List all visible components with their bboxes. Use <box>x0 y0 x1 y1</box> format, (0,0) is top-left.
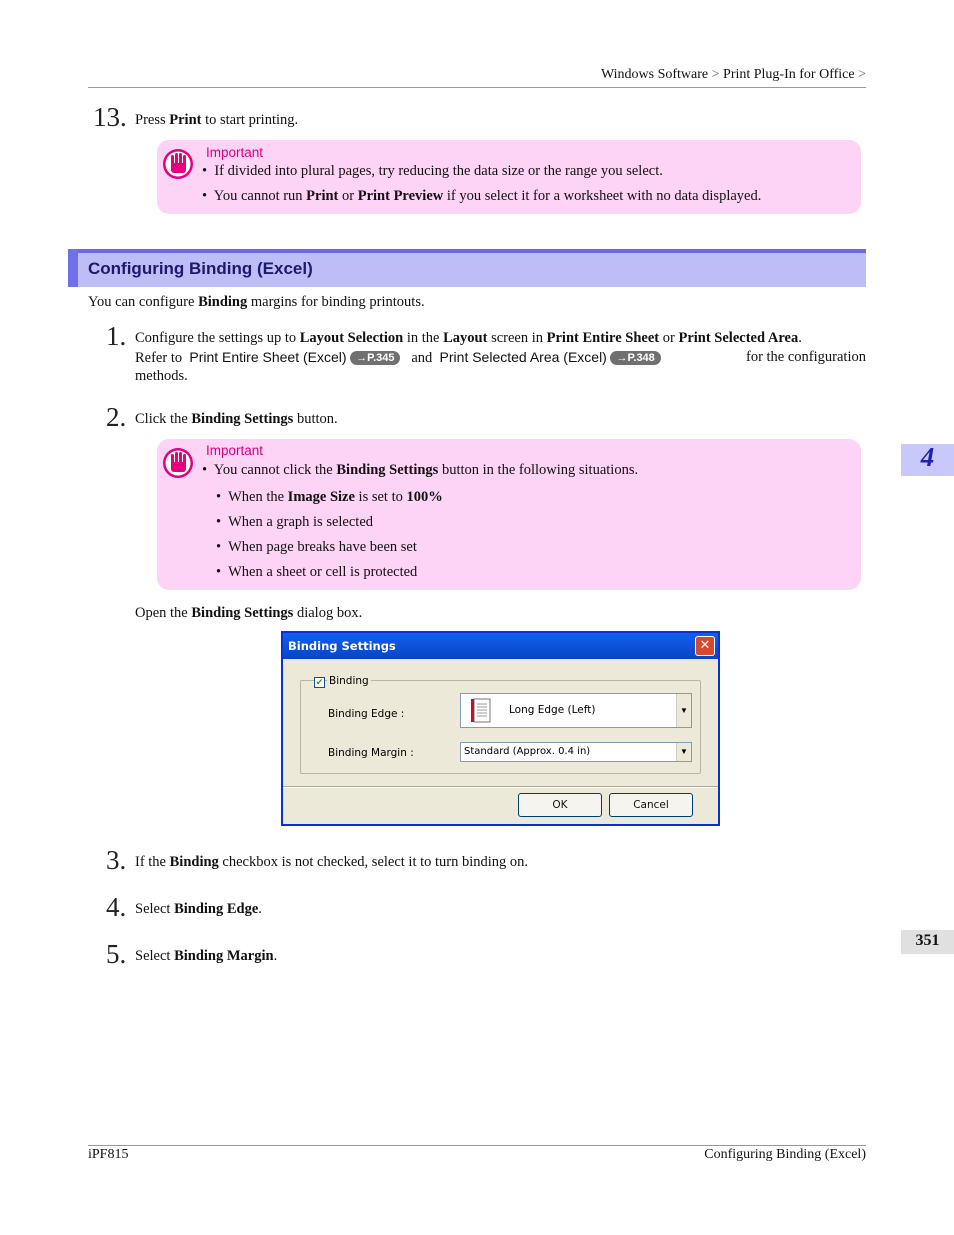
dialog-title: Binding Settings <box>288 639 396 653</box>
binding-settings-dialog <box>281 631 720 826</box>
important-title: Important <box>206 145 264 160</box>
step-3-text: If the Binding checkbox is not checked, select it to turn binding on. <box>135 854 529 870</box>
binding-edge-value: Long Edge (Left) <box>509 704 596 716</box>
breadcrumb-separator: > <box>858 67 866 82</box>
footer-divider <box>88 1145 866 1146</box>
step-1-text-end: methods. <box>135 368 188 384</box>
chevron-down-icon[interactable]: ▼ <box>676 694 691 727</box>
binding-margin-value: Standard (Approx. 0.4 in) <box>464 746 591 757</box>
important-bullet: • You cannot run Print or Print Preview if you select it for a worksheet with no data displayed. <box>202 188 762 204</box>
important-note-1 <box>157 140 861 214</box>
step-2-text: Click the Binding Settings button. <box>135 411 338 427</box>
section-heading-accent <box>68 249 78 287</box>
stop-hand-icon <box>162 446 194 480</box>
page-ref-badge[interactable]: →P.345 <box>350 351 400 365</box>
step-1-reference-line: Refer to Print Entire Sheet (Excel) →P.345 and Print Selected Area (Excel) →P.348 <box>135 349 661 367</box>
important-sub-bullet: • When page breaks have been set <box>216 539 417 555</box>
chevron-down-icon[interactable]: ▼ <box>676 743 691 761</box>
step-5-text: Select Binding Margin. <box>135 948 278 964</box>
step-number-13: 13. <box>93 102 127 132</box>
dialog-divider <box>283 787 718 788</box>
binding-checkbox[interactable] <box>314 677 325 688</box>
breadcrumb-item-windows-software[interactable]: Windows Software <box>600 67 709 82</box>
header-divider <box>88 87 866 88</box>
page-number: 351 <box>915 932 940 949</box>
important-note-2 <box>157 439 861 590</box>
important-sub-bullet: • When a graph is selected <box>216 514 374 530</box>
dialog-titlebar[interactable] <box>283 633 718 659</box>
link-print-entire-sheet[interactable]: Print Entire Sheet (Excel) <box>189 349 347 365</box>
important-bullet: • If divided into plural pages, try reducing the data size or the range you select. <box>202 163 663 179</box>
step-1-reference-tail: for the configuration <box>746 349 866 365</box>
step-number-1: 1. <box>106 321 127 351</box>
important-title: Important <box>206 443 264 458</box>
breadcrumb-item-print-plugin[interactable]: Print Plug-In for Office <box>723 67 855 82</box>
breadcrumb <box>601 67 866 83</box>
binding-edge-select[interactable] <box>460 693 692 728</box>
step-number-2: 2. <box>106 402 127 432</box>
step-number-3: 3. <box>106 845 127 875</box>
link-print-selected-area[interactable]: Print Selected Area (Excel) <box>439 349 607 365</box>
step-13-text: Press Print to start printing. <box>135 112 299 128</box>
important-bullet: • You cannot click the Binding Settings button in the following situations. <box>202 462 639 478</box>
checkmark-icon: ✔ <box>315 677 324 687</box>
chapter-number: 4 <box>920 442 935 472</box>
cancel-button[interactable]: Cancel <box>609 793 693 817</box>
section-title: Configuring Binding (Excel) <box>88 259 313 278</box>
footer-section-title: Configuring Binding (Excel) <box>704 1147 866 1162</box>
breadcrumb-separator: > <box>711 67 720 82</box>
binding-edge-label: Binding Edge : <box>328 708 405 720</box>
step-4-text: Select Binding Edge. <box>135 901 262 917</box>
footer-model: iPF815 <box>88 1147 129 1162</box>
stop-hand-icon <box>162 147 194 181</box>
page-ref-badge[interactable]: →P.348 <box>610 351 660 365</box>
section-intro: You can configure Binding margins for binding printouts. <box>88 294 425 310</box>
important-sub-bullet: • When the Image Size is set to 100% <box>216 489 443 505</box>
ok-button[interactable]: OK <box>518 793 602 817</box>
binding-margin-select[interactable] <box>460 742 692 762</box>
step-number-5: 5. <box>106 939 127 969</box>
binding-checkbox-label[interactable]: Binding <box>329 675 369 687</box>
binding-margin-label: Binding Margin : <box>328 747 414 759</box>
close-icon: ✕ <box>699 638 711 653</box>
close-button[interactable] <box>695 636 715 656</box>
step-1-text: Configure the settings up to Layout Selection in the Layout screen in Print Entire Sheet or Print Selected Area. <box>135 330 802 346</box>
step-number-4: 4. <box>106 892 127 922</box>
page-binding-icon <box>470 698 492 724</box>
open-dialog-text: Open the Binding Settings dialog box. <box>135 605 363 621</box>
important-sub-bullet: • When a sheet or cell is protected <box>216 564 418 580</box>
